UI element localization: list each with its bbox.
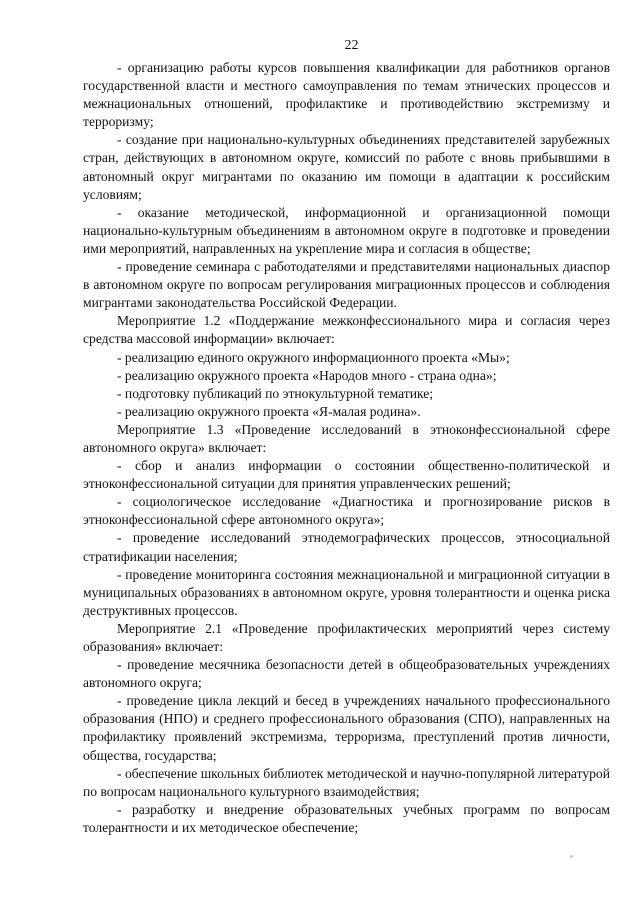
body-text: [83, 59, 610, 837]
paragraph: - разработку и внедрение образовательных учебных программ по вопросам толерантности и их методическое обеспечение;: [83, 801, 610, 835]
paragraph: - реализацию окружного проекта «Народов много - страна одна»;: [117, 367, 497, 383]
paragraph: - проведение месячника безопасности детей в общеобразовательных учреждениях автономного округа;: [83, 657, 610, 691]
scan-artifact: [570, 855, 573, 858]
paragraph: Мероприятие 2.1 «Проведение профилактических мероприятий через систему образования» включает:: [83, 620, 610, 654]
paragraph: - проведение мониторинга состояния межнациональной и миграционной ситуации в муниципальных образованиях в автономном округе, уровня толерантности и оценка риска деструктивных процессов.: [83, 566, 610, 618]
paragraph: - оказание методической, информационной и организационной помощи национально-культурным объединениям в автономном округе в подготовке и проведении ими мероприятий, направленных на укрепление мира и согласия в обществе;: [83, 204, 610, 256]
paragraph: - подготовку публикаций по этнокультурной тематике;: [117, 385, 434, 401]
paragraph: - организацию работы курсов повышения квалификации для работников органов государственной власти и местного самоуправления по темам этнических процессов и межнациональных отношений, профилактике и противодействию экстремизму и терроризму;: [83, 60, 610, 130]
paragraph: - проведение цикла лекций и бесед в учреждениях начального профессионального образования (НПО) и среднего профессионального образования (СПО), направленных на профилактику проявлений экстремизма, терроризма, преступлений против личности, общества, государства;: [83, 693, 610, 763]
paragraph: - социологическое исследование «Диагностика и прогнозирование рисков в этноконфессиональной сфере автономного округа»;: [83, 494, 610, 528]
paragraph: - сбор и анализ информации о состоянии общественно-политической и этноконфессиональной ситуации для принятия управленческих решений;: [83, 458, 610, 492]
paragraph: - обеспечение школьных библиотек методической и научно-популярной литературой по вопросам национального культурного взаимодействия;: [83, 765, 610, 799]
paragraph: - реализацию единого окружного информационного проекта «Мы»;: [117, 349, 510, 365]
paragraph: Мероприятие 1.3 «Проведение исследований в этноконфессиональной сфере автономного округа» включает:: [83, 421, 610, 455]
paragraph: - реализацию окружного проекта «Я-малая родина».: [117, 403, 421, 419]
paragraph: - создание при национально-культурных объединениях представителей зарубежных стран, действующих в автономном округе, комиссий по работе с вновь прибывшими в автономный округ мигрантами по оказанию им помощи в адаптации к российским условиям;: [83, 132, 610, 202]
paragraph: - проведение семинара с работодателями и представителями национальных диаспор в автономном округе по вопросам регулирования миграционных процессов и соблюдения мигрантами законодательства Российской Федерации.: [83, 259, 610, 311]
page-number: 22: [344, 38, 359, 53]
paragraph: Мероприятие 1.2 «Поддержание межконфессионального мира и согласия через средства массовой информации» включает:: [83, 313, 610, 347]
paragraph: - проведение исследований этнодемографических процессов, этносоциальной стратификации населения;: [83, 530, 610, 564]
